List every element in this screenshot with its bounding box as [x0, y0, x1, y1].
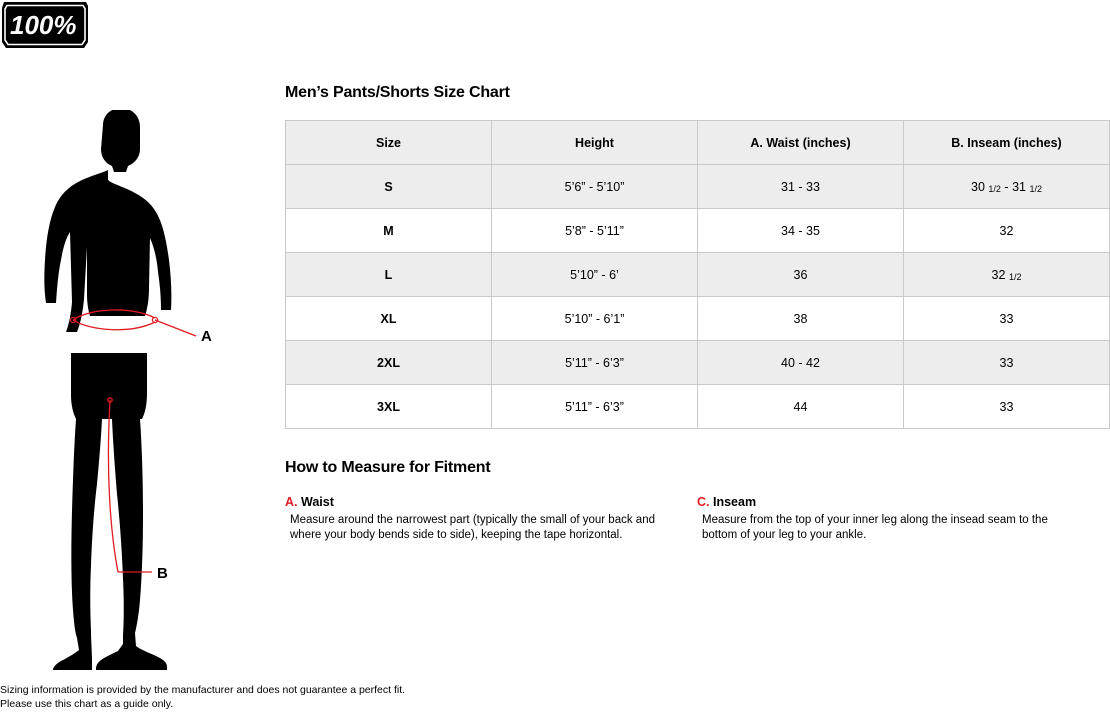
- cell-size: 2XL: [286, 341, 492, 385]
- cell-height: 5’6” - 5’10”: [492, 165, 698, 209]
- cell-waist: 40 - 42: [698, 341, 904, 385]
- cell-size: XL: [286, 297, 492, 341]
- cell-inseam: 33: [904, 385, 1110, 429]
- cell-height: 5’10” - 6’1”: [492, 297, 698, 341]
- table-row: [286, 297, 1110, 341]
- measure-letter: A.: [285, 495, 298, 509]
- disclaimer-line-1: Sizing information is provided by the manufacturer and does not guarantee a perfect fit.: [0, 683, 406, 696]
- size-chart-table: [285, 120, 1110, 429]
- table-row: [286, 209, 1110, 253]
- body-figure-illustration: [0, 110, 280, 670]
- cell-waist: 44: [698, 385, 904, 429]
- cell-waist: 31 - 33: [698, 165, 904, 209]
- measure-description: Measure around the narrowest part (typically the small of your back and where your body bends side to side), keeping the tape horizontal.: [290, 514, 655, 542]
- cell-height: 5’11” - 6’3”: [492, 385, 698, 429]
- measure-item-heading: [285, 495, 667, 509]
- cell-inseam: 32 1/2: [904, 253, 1110, 297]
- table-header-row: [286, 121, 1110, 165]
- cell-waist: 34 - 35: [698, 209, 904, 253]
- figure-label-b: B: [157, 565, 168, 582]
- measure-name: Waist: [300, 495, 334, 509]
- table-row: [286, 253, 1110, 297]
- cell-height: 5’10” - 6’: [492, 253, 698, 297]
- cell-size: L: [286, 253, 492, 297]
- cell-waist: 38: [698, 297, 904, 341]
- disclaimer-footer: [0, 683, 405, 711]
- measure-item-heading: [697, 495, 1079, 509]
- content-area: [285, 84, 1110, 543]
- column-header-size: Size: [286, 121, 492, 165]
- cell-height: 5’8” - 5’11”: [492, 209, 698, 253]
- measure-letter: C.: [697, 495, 710, 509]
- column-header-inseam: B. Inseam (inches): [904, 121, 1110, 165]
- table-row: [286, 385, 1110, 429]
- how-to-measure-title: How to Measure for Fitment: [285, 459, 491, 476]
- measure-name: Inseam: [712, 495, 757, 509]
- column-header-height: Height: [492, 121, 698, 165]
- page-title: Men’s Pants/Shorts Size Chart: [285, 84, 510, 101]
- measure-item-waist: [285, 495, 697, 543]
- disclaimer-line-2: Please use this chart as a guide only.: [0, 697, 174, 710]
- brand-logo: [0, 0, 90, 50]
- measure-item-inseam: [697, 495, 1109, 543]
- cell-inseam: 33: [904, 297, 1110, 341]
- table-row: [286, 341, 1110, 385]
- cell-inseam: 30 1/2 - 31 1/2: [904, 165, 1110, 209]
- cell-size: 3XL: [286, 385, 492, 429]
- cell-waist: 36: [698, 253, 904, 297]
- cell-size: S: [286, 165, 492, 209]
- measure-description: Measure from the top of your inner leg along the insead seam to the bottom of your leg to your ankle.: [702, 514, 1048, 542]
- cell-size: M: [286, 209, 492, 253]
- male-silhouette: [44, 110, 171, 670]
- figure-label-a: A: [201, 328, 212, 345]
- svg-text:100%: 100%: [10, 10, 77, 40]
- cell-height: 5’11” - 6’3”: [492, 341, 698, 385]
- column-header-waist: A. Waist (inches): [698, 121, 904, 165]
- cell-inseam: 32: [904, 209, 1110, 253]
- how-to-measure-section: [285, 459, 1110, 543]
- table-row: [286, 165, 1110, 209]
- cell-inseam: 33: [904, 341, 1110, 385]
